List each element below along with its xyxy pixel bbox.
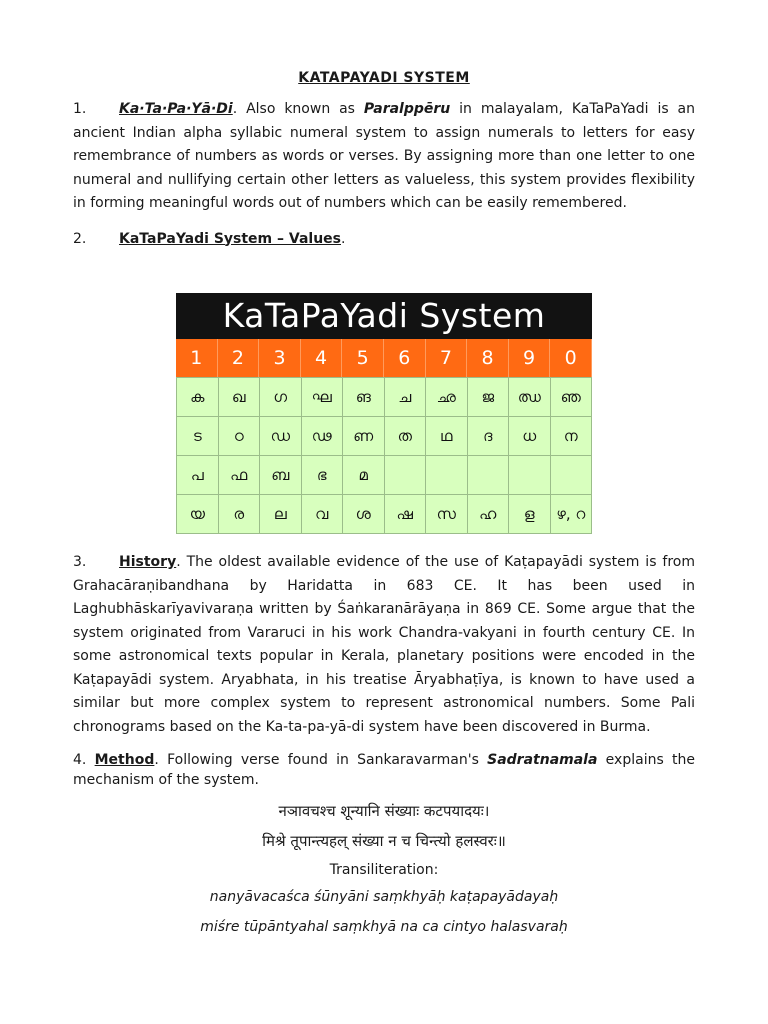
table-letter-cell: ത (385, 417, 427, 456)
table-title: KaTaPaYadi System (176, 293, 592, 339)
table-letter-cell: ഘ (302, 378, 344, 417)
table-letter-cell: വ (302, 495, 344, 534)
section-4-number: 4. (73, 752, 87, 768)
table-letter-cell: ഡ (260, 417, 302, 456)
section-1-text-b: in malayalam, KaTaPaYadi is an ancient Indian alpha syllabic numeral system to assign numerals to letters for easy remembrance of numbers as words or verses. By assigning more than one letter to one numeral and nullifying certain other letters as valueless, this system provides flexibility in forming meaningful words out of numbers which can be easily remembered. (73, 101, 695, 211)
table-letter-cell (509, 456, 551, 495)
section-4-work: Sadratnamala (487, 752, 598, 768)
page-title: KATAPAYADI SYSTEM (298, 70, 470, 86)
section-1-number: 1. (73, 101, 87, 117)
table-letter-cell: ച (385, 378, 427, 417)
table-letter-cell: ണ (343, 417, 385, 456)
section-4-text-b: explains the mechanism of the system. (73, 752, 695, 788)
section-1-alias: Paralppēru (363, 101, 451, 117)
table-number-cell: 8 (467, 339, 509, 377)
table-letter-cell: ഢ (302, 417, 344, 456)
table-letter-cell: ഫ (219, 456, 261, 495)
table-letter-cell: ഠ (219, 417, 261, 456)
table-letter-cell: ഗ (260, 378, 302, 417)
table-number-cell: 7 (426, 339, 468, 377)
table-letter-cell: ഖ (219, 378, 261, 417)
table-letter-cell: യ (177, 495, 219, 534)
verse-line-1: नञावचश्च शून्यानि संख्याः कटपयादयः। (278, 802, 490, 820)
table-number-cell: 3 (259, 339, 301, 377)
section-2-tail: . (341, 230, 346, 247)
verse-line-2: मिश्रे तूपान्त्यहल् संख्या न च चिन्त्यो हलस्वरः॥ (262, 832, 506, 850)
table-letter-cell: ശ (343, 495, 385, 534)
section-1-text-a: . Also known as (232, 101, 364, 117)
table-letter-cell (426, 456, 468, 495)
table-letter-cell: ഞ (551, 378, 593, 417)
table-letter-cell: ഴ, റ (551, 495, 593, 534)
table-letter-cell: ക (177, 378, 219, 417)
table-letter-cell: ല (260, 495, 302, 534)
table-letter-cell (385, 456, 427, 495)
table-number-cell: 4 (301, 339, 343, 377)
table-letter-cell: സ (426, 495, 468, 534)
section-2-heading: KaTaPaYadi System – Values (119, 230, 341, 247)
table-number-cell: 6 (384, 339, 426, 377)
section-1-term: Ka·Ta·Pa·Yā·Di (119, 101, 233, 117)
transliteration-line-2: miśre tūpāntyahal saṃkhyā na ca cintyo halasvaraḥ (200, 919, 568, 935)
table-number-cell: 9 (509, 339, 551, 377)
table-letter-cell: ഭ (302, 456, 344, 495)
table-letter-cell: ള (509, 495, 551, 534)
table-letter-cell: ധ (509, 417, 551, 456)
table-number-cell: 2 (218, 339, 260, 377)
section-2 (73, 228, 695, 252)
table-number-cell: 1 (176, 339, 218, 377)
section-4 (73, 750, 695, 942)
table-letter-cell: ദ (468, 417, 510, 456)
table-number-row (176, 339, 592, 377)
table-letter-cell: ജ (468, 378, 510, 417)
table-number-cell: 0 (550, 339, 592, 377)
table-letter-cell: ഷ (385, 495, 427, 534)
table-letter-cell: ട (177, 417, 219, 456)
katapayadi-table (176, 293, 592, 534)
table-letter-cell: ഝ (509, 378, 551, 417)
table-letter-cell: ബ (260, 456, 302, 495)
table-letter-cell (468, 456, 510, 495)
section-4-heading: Method (94, 752, 155, 768)
table-letter-cell: ര (219, 495, 261, 534)
document-page (73, 64, 695, 251)
table-letter-cell: ന (551, 417, 593, 456)
section-3-text: . The oldest available evidence of the use of Kaṭapayādi system is from Grahacāraṇibandhana by Haridatta in 683 CE. It has been used in Laghubhāskarīyavivaraṇa written by Śaṅkaranārāyaṇa in 869 CE. Some argue that the system originated from Vararuci in his work Chandra-vakyani in fourth century CE. In some astronomical texts popular in Kerala, planetary positions were encoded in the Kaṭapayādi system. Aryabhata, in his treatise Āryabhaṭīya, is known to have used a similar but more complex system to represent astronomical numbers. Some Pali chronograms based on the Ka-ta-pa-yā-di system have been discovered in Burma. (73, 554, 695, 735)
table-letter-cell: ങ (343, 378, 385, 417)
table-letter-cell: മ (343, 456, 385, 495)
table-letter-cell: ഛ (426, 378, 468, 417)
table-letter-cell: ഥ (426, 417, 468, 456)
table-letter-cell: ഹ (468, 495, 510, 534)
transliteration-line-1: nanyāvacaśca śūnyāni saṃkhyāḥ kaṭapayādayaḥ (209, 889, 559, 905)
transliteration-heading: Transiliteration: (329, 862, 439, 878)
section-4-text-a: . Following verse found in Sankaravarman's (154, 752, 488, 768)
section-3-number: 3. (73, 554, 87, 570)
section-3-heading: History (119, 554, 177, 570)
table-letter-cell (551, 456, 593, 495)
table-letter-cell: പ (177, 456, 219, 495)
section-2-number: 2. (73, 230, 87, 247)
table-number-cell: 5 (342, 339, 384, 377)
section-3 (73, 551, 695, 739)
section-1 (73, 98, 695, 216)
table-letter-grid (176, 377, 592, 534)
